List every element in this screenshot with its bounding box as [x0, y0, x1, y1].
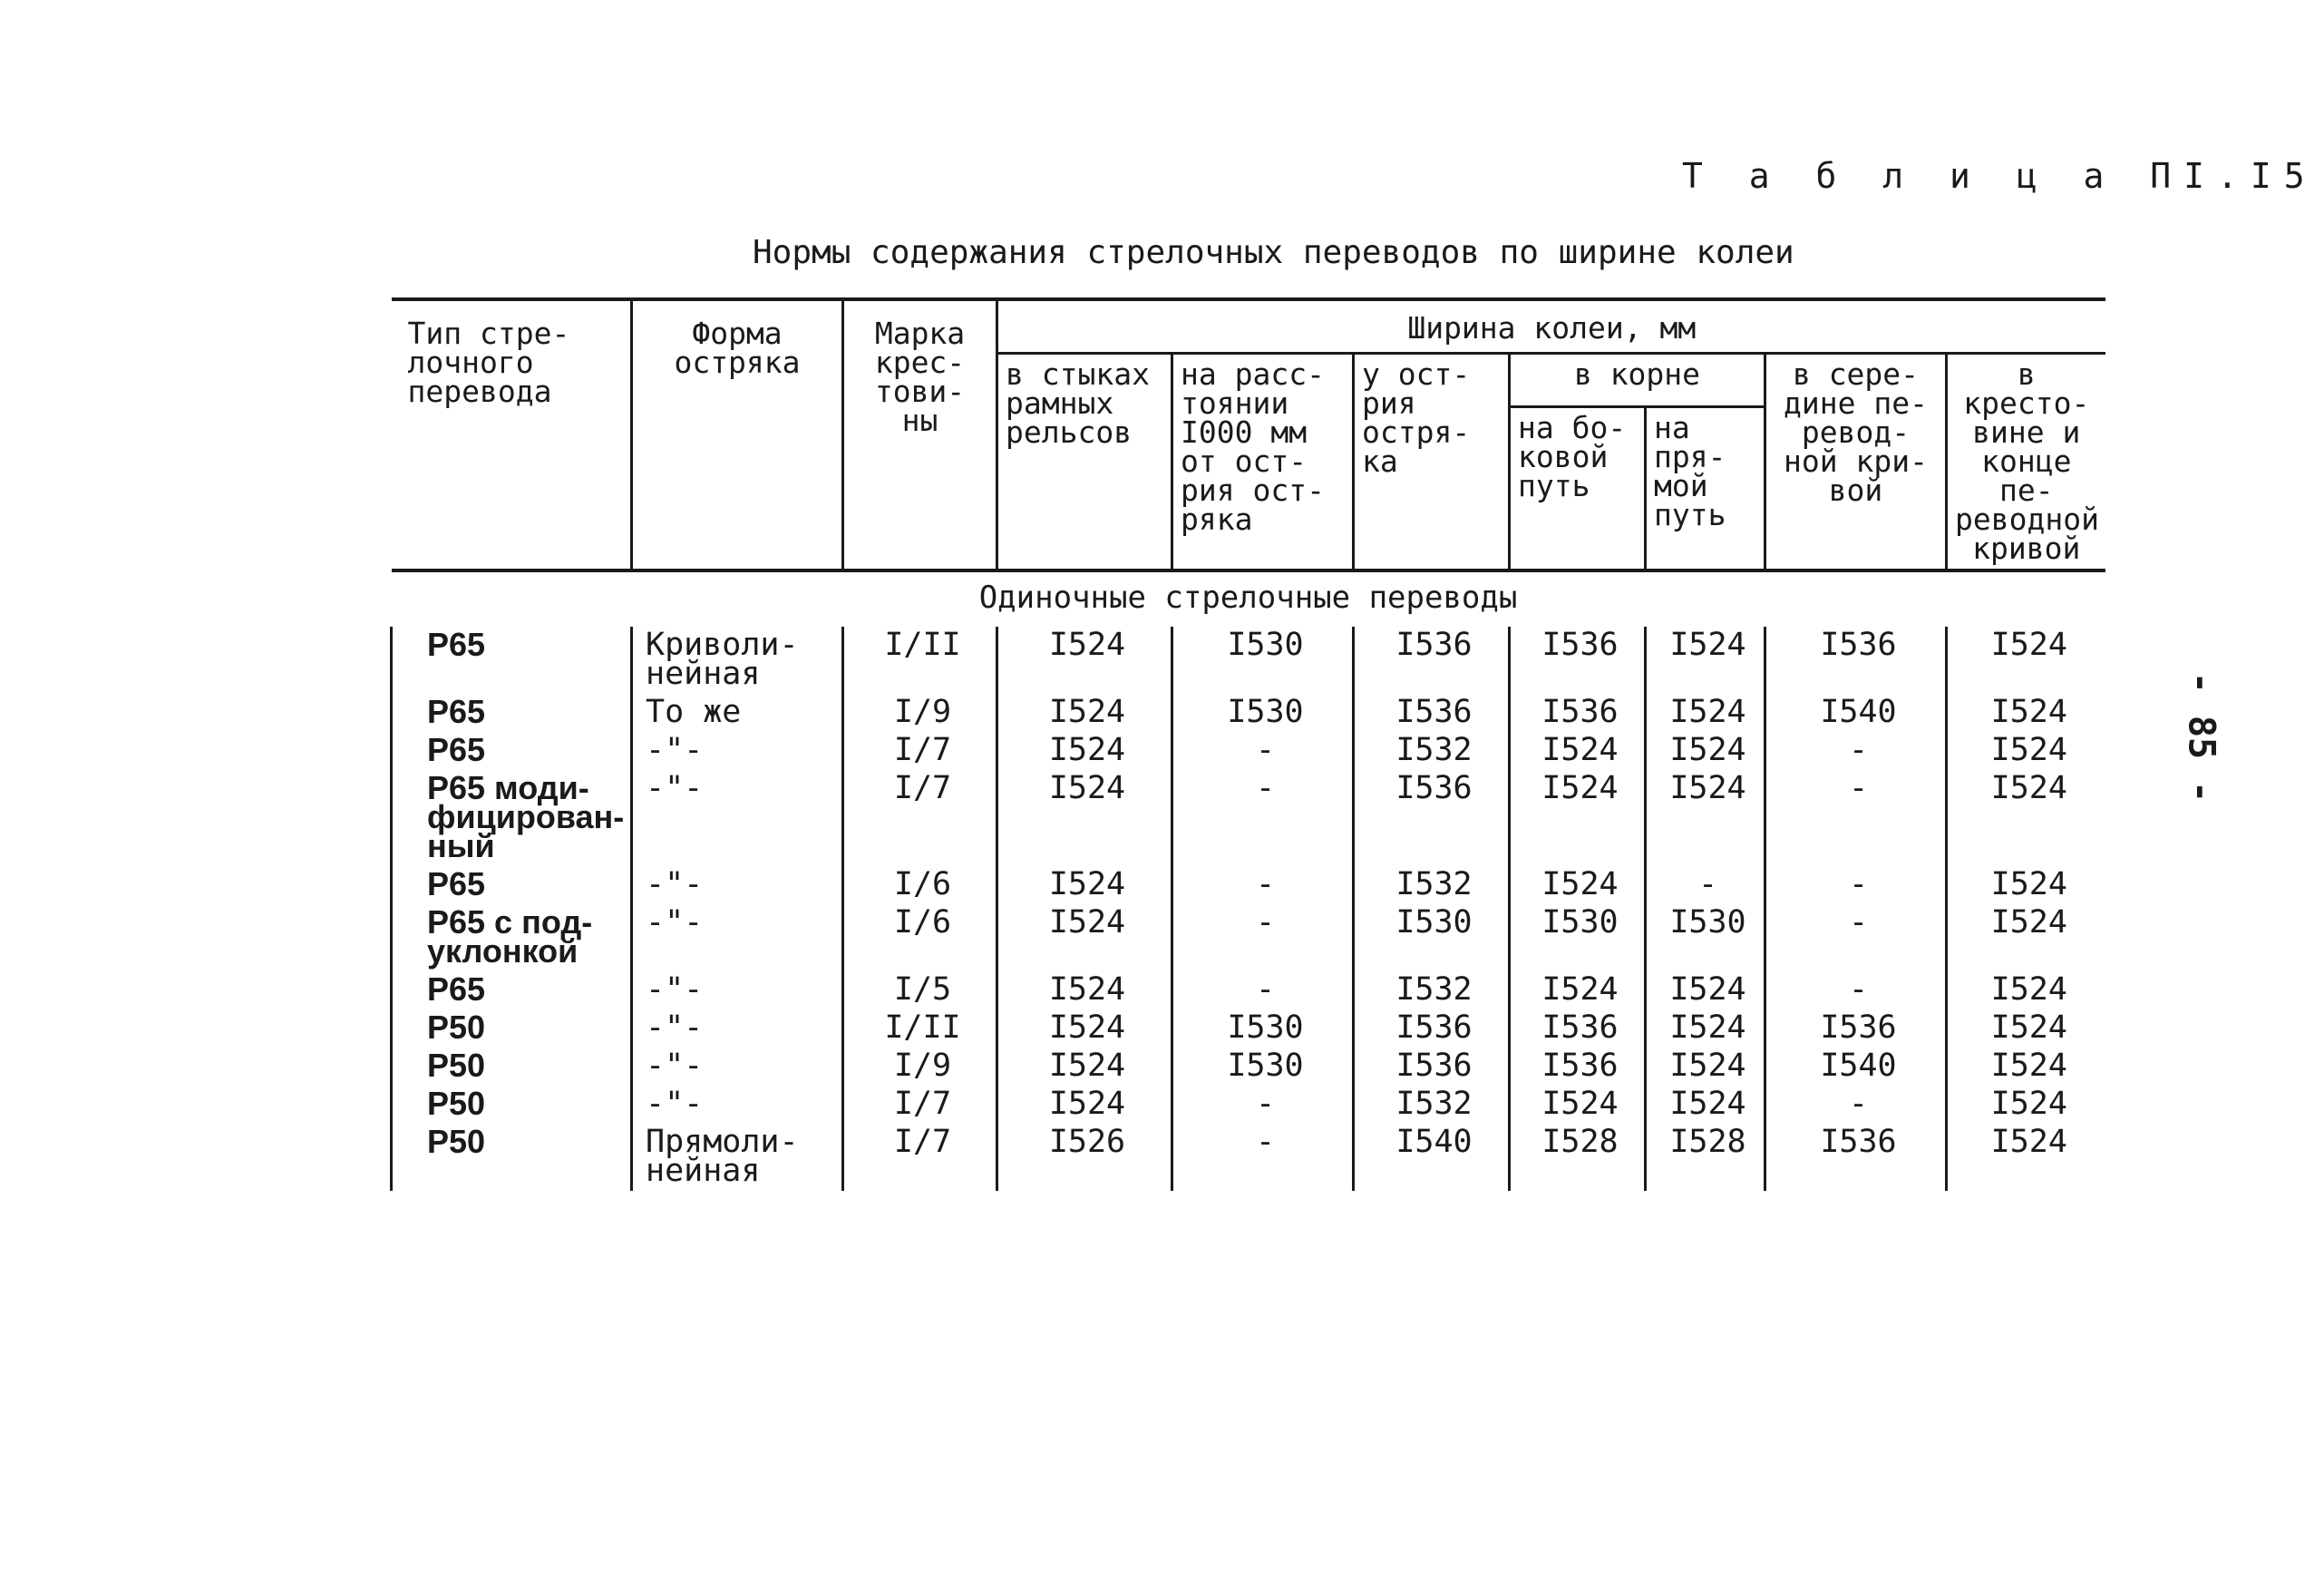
cell-joints: I524	[997, 1086, 1172, 1124]
header-width-group: Ширина колеи, мм	[997, 299, 2105, 354]
header-middle: в сере- дине пе- ревод- ной кри- вой	[1765, 354, 1947, 571]
table-body	[392, 570, 2105, 1191]
table-header	[392, 299, 2105, 570]
cell-middle: -	[1765, 971, 1947, 1009]
cell-middle: I540	[1765, 694, 1947, 732]
cell-middle: -	[1765, 866, 1947, 904]
header-mark: Марка крес- тови- ны	[843, 299, 997, 570]
header-root-straight: на пря- мой путь	[1646, 407, 1765, 570]
cell-distance: -	[1172, 866, 1354, 904]
cell-type: Р65	[392, 732, 632, 770]
cell-middle: -	[1765, 1086, 1947, 1124]
cell-tip: I536	[1354, 627, 1510, 694]
cell-distance: -	[1172, 904, 1354, 971]
cell-joints: I524	[997, 971, 1172, 1009]
cell-frog: I524	[1947, 1086, 2105, 1124]
cell-tip: I530	[1354, 904, 1510, 971]
cell-root-side: I524	[1510, 866, 1646, 904]
table-row	[392, 694, 2105, 732]
cell-middle: -	[1765, 732, 1947, 770]
cell-joints: I524	[997, 627, 1172, 694]
cell-form: -"-	[632, 770, 843, 866]
cell-middle: -	[1765, 904, 1947, 971]
cell-tip: I532	[1354, 1086, 1510, 1124]
cell-mark: I/7	[843, 732, 997, 770]
cell-root-straight: I524	[1646, 627, 1765, 694]
cell-distance: -	[1172, 1086, 1354, 1124]
cell-mark: I/9	[843, 1048, 997, 1086]
cell-root-straight: I524	[1646, 1086, 1765, 1124]
header-tip: у ост- рия остря- ка	[1354, 354, 1510, 571]
cell-distance: -	[1172, 770, 1354, 866]
cell-root-straight: I524	[1646, 770, 1765, 866]
cell-frog: I524	[1947, 1048, 2105, 1086]
cell-form: -"-	[632, 1048, 843, 1086]
cell-root-side: I536	[1510, 694, 1646, 732]
cell-joints: I524	[997, 1009, 1172, 1048]
cell-tip: I540	[1354, 1124, 1510, 1191]
cell-frog: I524	[1947, 694, 2105, 732]
cell-joints: I524	[997, 866, 1172, 904]
cell-form: -"-	[632, 732, 843, 770]
cell-root-straight: I524	[1646, 1009, 1765, 1048]
cell-type: Р50	[392, 1086, 632, 1124]
cell-frog: I524	[1947, 971, 2105, 1009]
table-row	[392, 1124, 2105, 1191]
cell-form: -"-	[632, 904, 843, 971]
cell-distance: -	[1172, 971, 1354, 1009]
header-form: Форма остряка	[632, 299, 843, 570]
cell-distance: I530	[1172, 627, 1354, 694]
cell-root-straight: I524	[1646, 1048, 1765, 1086]
header-root: в корне	[1510, 354, 1765, 407]
cell-form: -"-	[632, 866, 843, 904]
cell-root-side: I530	[1510, 904, 1646, 971]
cell-type: Р50	[392, 1009, 632, 1048]
cell-mark: I/5	[843, 971, 997, 1009]
cell-root-side: I536	[1510, 1009, 1646, 1048]
cell-frog: I524	[1947, 904, 2105, 971]
cell-form: -"-	[632, 971, 843, 1009]
cell-tip: I536	[1354, 1009, 1510, 1048]
page-number: - 85 -	[2180, 671, 2222, 804]
cell-root-side: I536	[1510, 627, 1646, 694]
cell-mark: I/9	[843, 694, 997, 732]
cell-type: Р65	[392, 971, 632, 1009]
cell-frog: I524	[1947, 1124, 2105, 1191]
cell-middle: I536	[1765, 627, 1947, 694]
cell-root-side: I536	[1510, 1048, 1646, 1086]
cell-frog: I524	[1947, 866, 2105, 904]
cell-form: Криволи- нейная	[632, 627, 843, 694]
cell-mark: I/7	[843, 1124, 997, 1191]
cell-root-straight: I524	[1646, 971, 1765, 1009]
cell-joints: I524	[997, 1048, 1172, 1086]
table-row	[392, 732, 2105, 770]
cell-distance: I530	[1172, 1048, 1354, 1086]
cell-mark: I/II	[843, 1009, 997, 1048]
cell-joints: I524	[997, 904, 1172, 971]
cell-frog: I524	[1947, 732, 2105, 770]
cell-type: Р65	[392, 866, 632, 904]
section-label: Одиночные стрелочные переводы	[978, 580, 1518, 616]
cell-root-straight: I530	[1646, 904, 1765, 971]
cell-frog: I524	[1947, 770, 2105, 866]
cell-joints: I526	[997, 1124, 1172, 1191]
cell-tip: I536	[1354, 694, 1510, 732]
table-row	[392, 770, 2105, 866]
header-joints: в стыках рамных рельсов	[997, 354, 1172, 571]
cell-joints: I524	[997, 770, 1172, 866]
cell-root-side: I524	[1510, 971, 1646, 1009]
cell-type: Р50	[392, 1048, 632, 1086]
table-caption: Т а б л и ц а ПI.I5	[1682, 156, 2318, 196]
cell-middle: -	[1765, 770, 1947, 866]
cell-type: Р65 моди- фицирован- ный	[392, 770, 632, 866]
cell-mark: I/6	[843, 866, 997, 904]
cell-form: -"-	[632, 1086, 843, 1124]
table-row	[392, 1048, 2105, 1086]
cell-root-straight: I528	[1646, 1124, 1765, 1191]
cell-root-side: I524	[1510, 770, 1646, 866]
cell-root-side: I524	[1510, 1086, 1646, 1124]
header-root-side: на бо- ковой путь	[1510, 407, 1646, 570]
cell-type: Р65 с под- уклонкой	[392, 904, 632, 971]
cell-form: То же	[632, 694, 843, 732]
header-frog: в кресто- вине и конце пе- реводной кривой	[1947, 354, 2105, 571]
cell-mark: I/II	[843, 627, 997, 694]
cell-distance: I530	[1172, 694, 1354, 732]
cell-frog: I524	[1947, 1009, 2105, 1048]
cell-form: -"-	[632, 1009, 843, 1048]
table-row	[392, 1009, 2105, 1048]
cell-root-side: I524	[1510, 732, 1646, 770]
header-distance: на расс- тоянии I000 мм от ост- рия ост- ряка	[1172, 354, 1354, 571]
section-row	[392, 570, 2105, 627]
table-row	[392, 866, 2105, 904]
cell-tip: I532	[1354, 732, 1510, 770]
table-title: Нормы содержания стрелочных переводов по ширине колеи	[753, 234, 1794, 271]
cell-mark: I/7	[843, 770, 997, 866]
cell-frog: I524	[1947, 627, 2105, 694]
cell-mark: I/6	[843, 904, 997, 971]
norms-table	[390, 297, 2105, 1191]
cell-type: Р50	[392, 1124, 632, 1191]
cell-tip: I536	[1354, 770, 1510, 866]
cell-distance: -	[1172, 732, 1354, 770]
cell-root-straight: -	[1646, 866, 1765, 904]
cell-distance: I530	[1172, 1009, 1354, 1048]
cell-joints: I524	[997, 732, 1172, 770]
cell-tip: I532	[1354, 866, 1510, 904]
cell-middle: I536	[1765, 1009, 1947, 1048]
table-row	[392, 627, 2105, 694]
cell-middle: I540	[1765, 1048, 1947, 1086]
cell-root-side: I528	[1510, 1124, 1646, 1191]
cell-distance: -	[1172, 1124, 1354, 1191]
table-row	[392, 1086, 2105, 1124]
header-type: Тип стре- лочного перевода	[392, 299, 632, 570]
cell-joints: I524	[997, 694, 1172, 732]
cell-type: Р65	[392, 627, 632, 694]
cell-tip: I532	[1354, 971, 1510, 1009]
table-row	[392, 904, 2105, 971]
cell-mark: I/7	[843, 1086, 997, 1124]
cell-tip: I536	[1354, 1048, 1510, 1086]
cell-form: Прямоли- нейная	[632, 1124, 843, 1191]
cell-type: Р65	[392, 694, 632, 732]
cell-middle: I536	[1765, 1124, 1947, 1191]
table-row	[392, 971, 2105, 1009]
cell-root-straight: I524	[1646, 694, 1765, 732]
cell-root-straight: I524	[1646, 732, 1765, 770]
